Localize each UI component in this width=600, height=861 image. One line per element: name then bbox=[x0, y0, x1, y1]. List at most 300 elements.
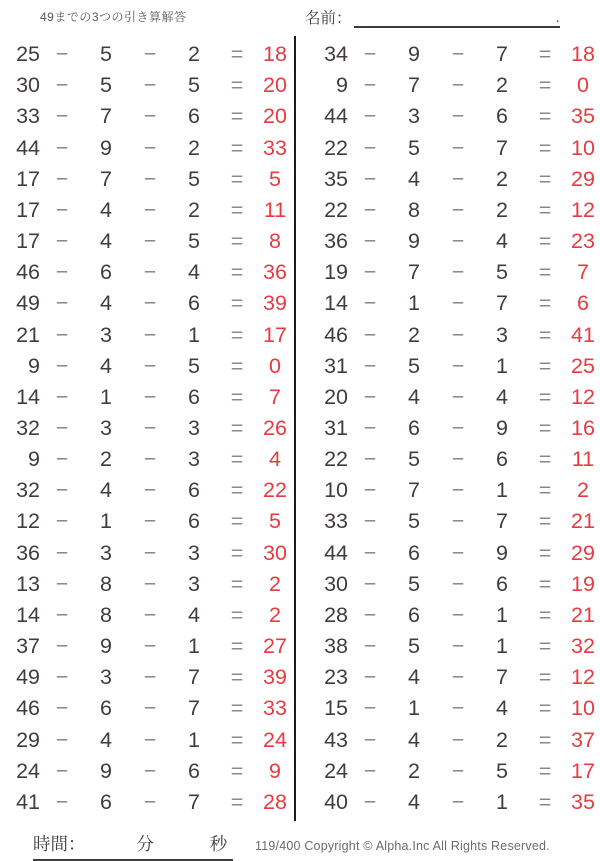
problem-row bbox=[0, 288, 292, 319]
subtrahend-2: 2 bbox=[496, 197, 508, 222]
answer-value: 10 bbox=[571, 135, 595, 160]
problem-row bbox=[0, 444, 292, 475]
subtrahend-1: 9 bbox=[100, 634, 112, 659]
subtrahend-2: 2 bbox=[188, 135, 200, 160]
problem-row bbox=[0, 631, 292, 662]
answer-value: 37 bbox=[571, 727, 595, 752]
equals-sign: = bbox=[230, 135, 244, 160]
minuend: 46 bbox=[16, 696, 40, 721]
minuend: 33 bbox=[16, 104, 40, 129]
equals-sign: = bbox=[230, 197, 244, 222]
subtrahend-2: 5 bbox=[496, 260, 508, 285]
minuend: 37 bbox=[16, 634, 40, 659]
subtrahend-2: 6 bbox=[496, 104, 508, 129]
minus-operator: − bbox=[451, 696, 465, 721]
minuend: 36 bbox=[324, 229, 348, 254]
minus-operator: − bbox=[451, 166, 465, 191]
subtrahend-2: 1 bbox=[188, 634, 200, 659]
time-field bbox=[33, 831, 233, 861]
answer-value: 12 bbox=[571, 665, 595, 690]
problem-row bbox=[308, 351, 600, 382]
minuend: 19 bbox=[324, 260, 348, 285]
answer-value: 2 bbox=[577, 478, 589, 503]
subtrahend-2: 1 bbox=[188, 727, 200, 752]
name-blank-line: . bbox=[354, 8, 560, 28]
answer-value: 39 bbox=[263, 291, 287, 316]
minus-operator: − bbox=[363, 602, 377, 627]
answer-value: 5 bbox=[269, 509, 281, 534]
minuend: 14 bbox=[16, 602, 40, 627]
subtrahend-2: 4 bbox=[496, 229, 508, 254]
minuend: 25 bbox=[16, 42, 40, 67]
subtrahend-2: 1 bbox=[496, 789, 508, 814]
subtrahend-1: 8 bbox=[100, 602, 112, 627]
equals-sign: = bbox=[230, 696, 244, 721]
equals-sign: = bbox=[230, 42, 244, 67]
problem-row bbox=[308, 475, 600, 506]
minus-operator: − bbox=[363, 73, 377, 98]
subtrahend-1: 4 bbox=[100, 727, 112, 752]
minus-operator: − bbox=[55, 291, 69, 316]
minus-operator: − bbox=[363, 789, 377, 814]
minus-operator: − bbox=[363, 197, 377, 222]
minus-operator: − bbox=[451, 291, 465, 316]
subtrahend-1: 7 bbox=[408, 73, 420, 98]
equals-sign: = bbox=[538, 602, 552, 627]
answer-value: 17 bbox=[263, 322, 287, 347]
minus-operator: − bbox=[55, 135, 69, 160]
problem-row bbox=[308, 538, 600, 569]
equals-sign: = bbox=[538, 634, 552, 659]
minus-operator: − bbox=[363, 42, 377, 67]
problem-row bbox=[308, 756, 600, 787]
minus-operator: − bbox=[143, 727, 157, 752]
problem-row bbox=[0, 319, 292, 350]
minuend: 15 bbox=[324, 696, 348, 721]
equals-sign: = bbox=[230, 634, 244, 659]
problem-row bbox=[0, 506, 292, 537]
minus-operator: − bbox=[143, 291, 157, 316]
answer-value: 7 bbox=[269, 384, 281, 409]
problem-row bbox=[308, 70, 600, 101]
minus-operator: − bbox=[143, 384, 157, 409]
minus-operator: − bbox=[363, 509, 377, 534]
problem-row bbox=[0, 569, 292, 600]
answer-value: 25 bbox=[571, 353, 595, 378]
minus-operator: − bbox=[363, 665, 377, 690]
subtrahend-1: 1 bbox=[408, 291, 420, 316]
subtrahend-2: 6 bbox=[188, 478, 200, 503]
minuend: 44 bbox=[16, 135, 40, 160]
minuend: 17 bbox=[16, 166, 40, 191]
equals-sign: = bbox=[230, 665, 244, 690]
answer-value: 12 bbox=[571, 384, 595, 409]
problem-row bbox=[308, 288, 600, 319]
answer-value: 22 bbox=[263, 478, 287, 503]
subtrahend-2: 9 bbox=[496, 415, 508, 440]
problem-row bbox=[0, 226, 292, 257]
answer-value: 28 bbox=[263, 789, 287, 814]
subtrahend-2: 3 bbox=[188, 571, 200, 596]
minus-operator: − bbox=[55, 73, 69, 98]
minus-operator: − bbox=[363, 384, 377, 409]
subtrahend-2: 5 bbox=[188, 229, 200, 254]
equals-sign: = bbox=[230, 322, 244, 347]
minuend: 44 bbox=[324, 540, 348, 565]
minus-operator: − bbox=[55, 415, 69, 440]
subtrahend-1: 4 bbox=[100, 478, 112, 503]
answer-value: 21 bbox=[571, 602, 595, 627]
subtrahend-1: 5 bbox=[100, 42, 112, 67]
minuend: 41 bbox=[16, 789, 40, 814]
copyright-text: 119/400 Copyright © Alpha.Inc All Rights Reserved. bbox=[255, 839, 550, 853]
subtrahend-1: 4 bbox=[408, 166, 420, 191]
answer-value: 12 bbox=[571, 197, 595, 222]
subtrahend-2: 6 bbox=[188, 104, 200, 129]
equals-sign: = bbox=[538, 291, 552, 316]
minus-operator: − bbox=[363, 166, 377, 191]
subtrahend-2: 7 bbox=[188, 789, 200, 814]
minus-operator: − bbox=[55, 166, 69, 191]
problem-row bbox=[0, 257, 292, 288]
answer-value: 10 bbox=[571, 696, 595, 721]
subtrahend-2: 1 bbox=[496, 353, 508, 378]
equals-sign: = bbox=[538, 353, 552, 378]
subtrahend-2: 7 bbox=[188, 696, 200, 721]
subtrahend-2: 2 bbox=[188, 197, 200, 222]
subtrahend-2: 4 bbox=[188, 602, 200, 627]
minus-operator: − bbox=[55, 353, 69, 378]
minuend: 32 bbox=[16, 415, 40, 440]
minuend: 49 bbox=[16, 665, 40, 690]
minus-operator: − bbox=[143, 197, 157, 222]
subtrahend-1: 2 bbox=[408, 322, 420, 347]
subtrahend-1: 1 bbox=[100, 384, 112, 409]
minus-operator: − bbox=[143, 478, 157, 503]
subtrahend-1: 4 bbox=[408, 789, 420, 814]
problem-row bbox=[308, 444, 600, 475]
minus-operator: − bbox=[143, 229, 157, 254]
minus-operator: − bbox=[451, 322, 465, 347]
subtrahend-1: 5 bbox=[100, 73, 112, 98]
subtrahend-2: 1 bbox=[496, 478, 508, 503]
equals-sign: = bbox=[538, 260, 552, 285]
minuend: 12 bbox=[16, 509, 40, 534]
subtrahend-1: 4 bbox=[100, 291, 112, 316]
subtrahend-1: 2 bbox=[408, 758, 420, 783]
subtrahend-1: 3 bbox=[100, 540, 112, 565]
subtrahend-1: 6 bbox=[100, 260, 112, 285]
minus-operator: − bbox=[143, 42, 157, 67]
minuend: 28 bbox=[324, 602, 348, 627]
minuend: 31 bbox=[324, 415, 348, 440]
minus-operator: − bbox=[55, 384, 69, 409]
answer-value: 29 bbox=[571, 166, 595, 191]
minus-operator: − bbox=[363, 758, 377, 783]
minus-operator: − bbox=[55, 571, 69, 596]
minuend: 44 bbox=[324, 104, 348, 129]
subtrahend-1: 2 bbox=[100, 447, 112, 472]
minus-operator: − bbox=[143, 634, 157, 659]
minus-operator: − bbox=[143, 571, 157, 596]
subtrahend-1: 3 bbox=[408, 104, 420, 129]
answer-value: 18 bbox=[263, 42, 287, 67]
subtrahend-2: 7 bbox=[188, 665, 200, 690]
problem-row bbox=[308, 226, 600, 257]
minus-operator: − bbox=[363, 353, 377, 378]
minuend: 34 bbox=[324, 42, 348, 67]
minus-operator: − bbox=[55, 540, 69, 565]
minus-operator: − bbox=[55, 758, 69, 783]
answer-value: 16 bbox=[571, 415, 595, 440]
problem-row bbox=[0, 787, 292, 818]
subtrahend-2: 6 bbox=[188, 384, 200, 409]
problem-row bbox=[308, 164, 600, 195]
minuend: 14 bbox=[16, 384, 40, 409]
answer-value: 21 bbox=[571, 509, 595, 534]
equals-sign: = bbox=[538, 229, 552, 254]
subtrahend-2: 1 bbox=[188, 322, 200, 347]
subtrahend-1: 1 bbox=[408, 696, 420, 721]
answer-value: 33 bbox=[263, 696, 287, 721]
minuend: 38 bbox=[324, 634, 348, 659]
answer-value: 27 bbox=[263, 634, 287, 659]
equals-sign: = bbox=[230, 602, 244, 627]
minus-operator: − bbox=[451, 634, 465, 659]
answer-value: 8 bbox=[269, 229, 281, 254]
minus-operator: − bbox=[451, 509, 465, 534]
minus-operator: − bbox=[55, 322, 69, 347]
minus-operator: − bbox=[55, 478, 69, 503]
problem-row bbox=[308, 600, 600, 631]
answer-value: 4 bbox=[269, 447, 281, 472]
answer-value: 20 bbox=[263, 73, 287, 98]
minus-operator: − bbox=[143, 415, 157, 440]
equals-sign: = bbox=[538, 322, 552, 347]
subtrahend-2: 7 bbox=[496, 291, 508, 316]
minus-operator: − bbox=[451, 447, 465, 472]
equals-sign: = bbox=[230, 540, 244, 565]
subtrahend-2: 1 bbox=[496, 602, 508, 627]
minus-operator: − bbox=[143, 73, 157, 98]
answer-value: 11 bbox=[571, 447, 595, 472]
minus-operator: − bbox=[451, 540, 465, 565]
minus-operator: − bbox=[143, 322, 157, 347]
minus-operator: − bbox=[451, 197, 465, 222]
subtrahend-1: 6 bbox=[100, 696, 112, 721]
subtrahend-1: 5 bbox=[408, 447, 420, 472]
minus-operator: − bbox=[451, 727, 465, 752]
problem-row bbox=[308, 693, 600, 724]
minuend: 32 bbox=[16, 478, 40, 503]
minus-operator: − bbox=[55, 197, 69, 222]
problem-row bbox=[0, 725, 292, 756]
subtrahend-1: 3 bbox=[100, 665, 112, 690]
minus-operator: − bbox=[55, 447, 69, 472]
subtrahend-2: 6 bbox=[496, 571, 508, 596]
minuend: 24 bbox=[16, 758, 40, 783]
answer-value: 32 bbox=[571, 634, 595, 659]
minus-operator: − bbox=[451, 571, 465, 596]
subtrahend-2: 4 bbox=[496, 384, 508, 409]
equals-sign: = bbox=[538, 727, 552, 752]
minus-operator: − bbox=[143, 665, 157, 690]
subtrahend-1: 7 bbox=[408, 478, 420, 503]
minuend: 9 bbox=[336, 73, 348, 98]
subtrahend-1: 9 bbox=[408, 42, 420, 67]
minus-operator: − bbox=[143, 696, 157, 721]
minus-operator: − bbox=[143, 758, 157, 783]
minuend: 22 bbox=[324, 447, 348, 472]
subtrahend-2: 5 bbox=[188, 166, 200, 191]
subtrahend-2: 5 bbox=[188, 73, 200, 98]
subtrahend-1: 6 bbox=[408, 540, 420, 565]
problems-column-right bbox=[308, 39, 600, 818]
minus-operator: − bbox=[143, 540, 157, 565]
answer-value: 2 bbox=[269, 602, 281, 627]
subtrahend-2: 7 bbox=[496, 509, 508, 534]
subtrahend-2: 4 bbox=[188, 260, 200, 285]
subtrahend-2: 7 bbox=[496, 135, 508, 160]
minus-operator: − bbox=[143, 135, 157, 160]
minus-operator: − bbox=[451, 42, 465, 67]
subtrahend-1: 5 bbox=[408, 135, 420, 160]
minus-operator: − bbox=[55, 509, 69, 534]
minus-operator: − bbox=[143, 166, 157, 191]
problem-row bbox=[308, 413, 600, 444]
answer-value: 33 bbox=[263, 135, 287, 160]
minus-operator: − bbox=[363, 727, 377, 752]
time-label: 時間： bbox=[33, 834, 86, 854]
subtrahend-1: 6 bbox=[408, 415, 420, 440]
equals-sign: = bbox=[230, 260, 244, 285]
minus-operator: − bbox=[363, 447, 377, 472]
subtrahend-1: 6 bbox=[100, 789, 112, 814]
problem-row bbox=[0, 101, 292, 132]
subtrahend-2: 1 bbox=[496, 634, 508, 659]
minus-operator: − bbox=[451, 135, 465, 160]
equals-sign: = bbox=[230, 384, 244, 409]
answer-value: 19 bbox=[571, 571, 595, 596]
equals-sign: = bbox=[538, 42, 552, 67]
answer-value: 41 bbox=[571, 322, 595, 347]
subtrahend-1: 3 bbox=[100, 322, 112, 347]
minuend: 14 bbox=[324, 291, 348, 316]
equals-sign: = bbox=[538, 384, 552, 409]
minus-operator: − bbox=[143, 509, 157, 534]
equals-sign: = bbox=[230, 291, 244, 316]
subtrahend-2: 5 bbox=[188, 353, 200, 378]
equals-sign: = bbox=[230, 166, 244, 191]
problem-row bbox=[0, 413, 292, 444]
equals-sign: = bbox=[230, 727, 244, 752]
problem-row bbox=[0, 475, 292, 506]
answer-value: 39 bbox=[263, 665, 287, 690]
minuend: 22 bbox=[324, 135, 348, 160]
subtrahend-2: 6 bbox=[188, 509, 200, 534]
minus-operator: − bbox=[451, 104, 465, 129]
subtrahend-2: 6 bbox=[188, 758, 200, 783]
problem-row bbox=[0, 164, 292, 195]
subtrahend-1: 1 bbox=[100, 509, 112, 534]
equals-sign: = bbox=[230, 447, 244, 472]
equals-sign: = bbox=[538, 415, 552, 440]
equals-sign: = bbox=[538, 447, 552, 472]
problem-row bbox=[0, 538, 292, 569]
problem-row bbox=[308, 382, 600, 413]
minuend: 46 bbox=[324, 322, 348, 347]
minus-operator: − bbox=[363, 322, 377, 347]
subtrahend-1: 8 bbox=[100, 571, 112, 596]
problem-row bbox=[308, 195, 600, 226]
answer-value: 6 bbox=[577, 291, 589, 316]
equals-sign: = bbox=[230, 353, 244, 378]
minus-operator: − bbox=[363, 540, 377, 565]
problem-row bbox=[308, 631, 600, 662]
equals-sign: = bbox=[230, 415, 244, 440]
subtrahend-2: 6 bbox=[496, 447, 508, 472]
subtrahend-2: 3 bbox=[496, 322, 508, 347]
minus-operator: − bbox=[55, 104, 69, 129]
subtrahend-2: 5 bbox=[496, 758, 508, 783]
answer-value: 0 bbox=[577, 73, 589, 98]
answer-value: 11 bbox=[263, 197, 287, 222]
minus-operator: − bbox=[143, 353, 157, 378]
minus-operator: − bbox=[363, 696, 377, 721]
answer-value: 35 bbox=[571, 789, 595, 814]
subtrahend-2: 2 bbox=[188, 42, 200, 67]
minus-operator: − bbox=[451, 260, 465, 285]
subtrahend-2: 4 bbox=[496, 696, 508, 721]
equals-sign: = bbox=[538, 509, 552, 534]
problem-row bbox=[308, 662, 600, 693]
minuend: 30 bbox=[324, 571, 348, 596]
subtrahend-1: 7 bbox=[100, 166, 112, 191]
minus-operator: − bbox=[363, 229, 377, 254]
problem-row bbox=[0, 756, 292, 787]
equals-sign: = bbox=[538, 789, 552, 814]
subtrahend-1: 4 bbox=[100, 353, 112, 378]
subtrahend-2: 7 bbox=[496, 665, 508, 690]
problem-row bbox=[0, 600, 292, 631]
minus-operator: − bbox=[143, 602, 157, 627]
subtrahend-1: 4 bbox=[100, 229, 112, 254]
minus-operator: − bbox=[363, 571, 377, 596]
minuend: 33 bbox=[324, 509, 348, 534]
minus-operator: − bbox=[363, 135, 377, 160]
answer-value: 35 bbox=[571, 104, 595, 129]
equals-sign: = bbox=[230, 73, 244, 98]
equals-sign: = bbox=[230, 571, 244, 596]
subtrahend-2: 6 bbox=[188, 291, 200, 316]
minuend: 17 bbox=[16, 229, 40, 254]
problem-row bbox=[308, 506, 600, 537]
equals-sign: = bbox=[538, 696, 552, 721]
problem-row bbox=[0, 70, 292, 101]
equals-sign: = bbox=[538, 197, 552, 222]
problem-row bbox=[308, 132, 600, 163]
answer-value: 29 bbox=[571, 540, 595, 565]
minus-operator: − bbox=[55, 260, 69, 285]
problem-row bbox=[0, 382, 292, 413]
equals-sign: = bbox=[538, 758, 552, 783]
minuend: 40 bbox=[324, 789, 348, 814]
name-field bbox=[305, 6, 560, 28]
minus-operator: − bbox=[451, 229, 465, 254]
subtrahend-2: 7 bbox=[496, 42, 508, 67]
equals-sign: = bbox=[538, 73, 552, 98]
equals-sign: = bbox=[230, 104, 244, 129]
